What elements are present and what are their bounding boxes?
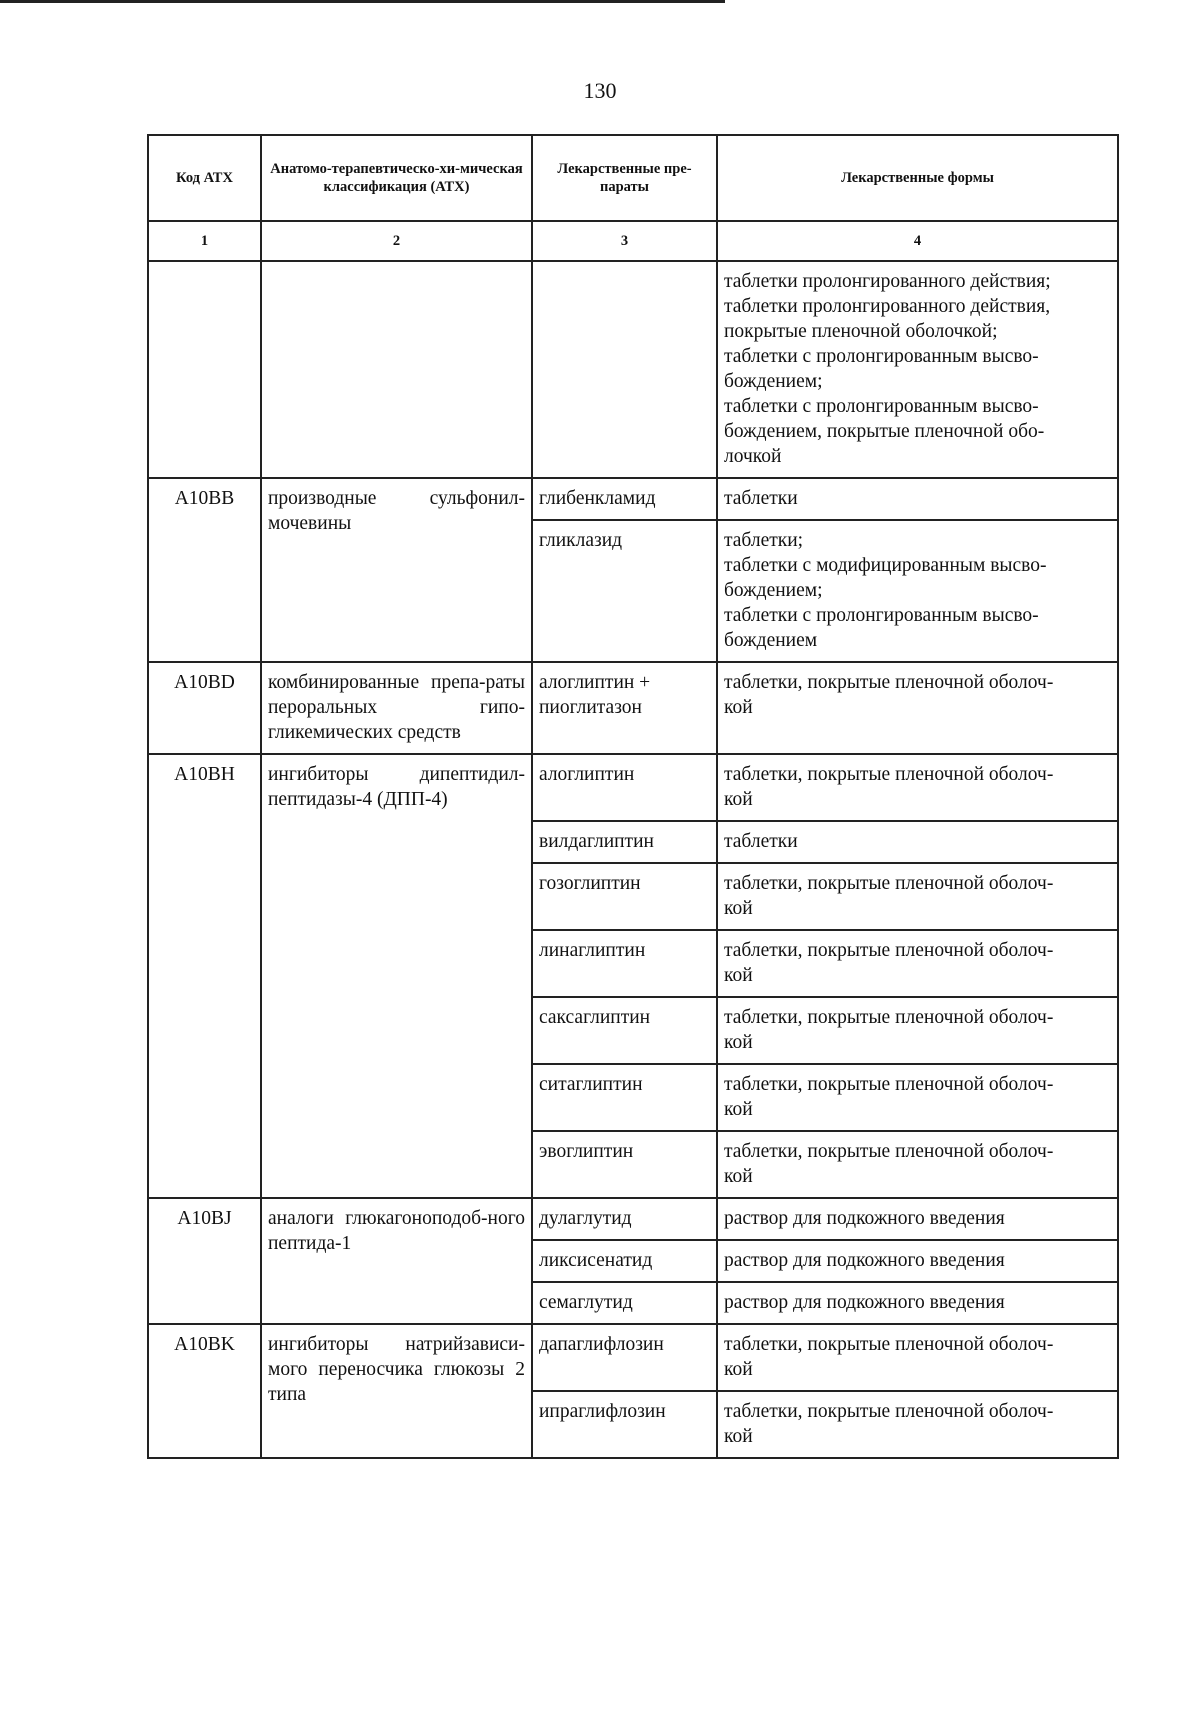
header-code: Код АТХ [148, 135, 261, 221]
classification-cell: ингибиторы натрийзависи-мого переносчика глюкозы 2 типа [261, 1324, 532, 1458]
drug-form-line: бождением; [724, 371, 823, 392]
drug-forms-cell [717, 1064, 1118, 1131]
drug-forms-cell [717, 863, 1118, 930]
drug-forms-cell [717, 478, 1118, 520]
drug-form-line: таблетки пролонгированного действия; [724, 271, 1051, 292]
page-top-rule [0, 0, 725, 3]
atx-code-cell [148, 261, 261, 478]
drug-form-line: таблетки с пролонгированным высво- [724, 396, 1039, 417]
drug-form-line: бождением [724, 630, 818, 651]
classification-cell: аналоги глюкагоноподоб-ного пептида-1 [261, 1198, 532, 1324]
drug-name-cell: гликлазид [532, 520, 717, 662]
drug-forms-cell [717, 261, 1118, 478]
drug-name-cell: семаглутид [532, 1282, 717, 1324]
drug-forms-cell [717, 1324, 1118, 1391]
column-number: 3 [532, 221, 717, 261]
drug-name-cell: дапаглифлозин [532, 1324, 717, 1391]
classification-cell [261, 261, 532, 478]
page-number: 130 [583, 78, 617, 103]
drug-forms-cell [717, 821, 1118, 863]
column-number: 1 [148, 221, 261, 261]
drug-form-line: кой [724, 1166, 753, 1187]
drug-forms-cell [717, 930, 1118, 997]
drug-form-line: таблетки, покрытые пленочной оболоч- [724, 764, 1054, 785]
table-row [148, 478, 1118, 520]
drug-form-line: таблетки пролонгированного действия, [724, 296, 1051, 317]
drug-form-line: таблетки [724, 488, 798, 509]
drug-forms-cell [717, 754, 1118, 821]
drug-form-line: таблетки, покрытые пленочной оболоч- [724, 940, 1054, 961]
drug-form-line: раствор для подкожного введения [724, 1292, 1005, 1313]
drug-name-cell: вилдаглиптин [532, 821, 717, 863]
column-number: 2 [261, 221, 532, 261]
drug-forms-cell [717, 1240, 1118, 1282]
continuation-row [148, 261, 1118, 478]
drug-forms-cell [717, 1282, 1118, 1324]
drug-name-cell: ситаглиптин [532, 1064, 717, 1131]
table-row [148, 1324, 1118, 1391]
drug-form-line: бождением, покрытые пленочной обо- [724, 421, 1045, 442]
drug-form-line: кой [724, 1359, 753, 1380]
classification-cell: производные сульфонил-мочевины [261, 478, 532, 662]
drug-form-line: таблетки с модифицированным высво- [724, 555, 1047, 576]
drug-form-line: раствор для подкожного введения [724, 1250, 1005, 1271]
drug-form-line: таблетки с пролонгированным высво- [724, 605, 1039, 626]
drug-form-line: кой [724, 697, 753, 718]
drug-form-line: таблетки, покрытые пленочной оболоч- [724, 1074, 1054, 1095]
drug-name-cell: алоглиптин + пиоглитазон [532, 662, 717, 754]
drug-form-line: таблетки, покрытые пленочной оболоч- [724, 672, 1054, 693]
classification-cell: комбинированные препа-раты пероральных гипо-гликемических средств [261, 662, 532, 754]
drug-form-line: кой [724, 789, 753, 810]
drug-name-cell: саксаглиптин [532, 997, 717, 1064]
drug-form-line: таблетки с пролонгированным высво- [724, 346, 1039, 367]
drug-name-cell: линаглиптин [532, 930, 717, 997]
column-number-row [148, 221, 1118, 261]
table-row [148, 754, 1118, 821]
atx-code-cell: A10BH [148, 754, 261, 1198]
drug-form-line: покрытые пленочной оболочкой; [724, 321, 998, 342]
table-row [148, 1198, 1118, 1240]
drug-form-line: таблетки; [724, 530, 804, 551]
atx-code-cell: A10BB [148, 478, 261, 662]
atx-code-cell: A10BK [148, 1324, 261, 1458]
header-row [148, 135, 1118, 221]
drug-name-cell: гозоглиптин [532, 863, 717, 930]
drug-name-cell: ликсисенатид [532, 1240, 717, 1282]
drug-name-cell: ипраглифлозин [532, 1391, 717, 1458]
table-row [148, 662, 1118, 754]
drug-form-line: таблетки, покрытые пленочной оболоч- [724, 1401, 1054, 1422]
drug-forms-cell [717, 997, 1118, 1064]
drug-forms-cell [717, 662, 1118, 754]
drug-form-line: бождением; [724, 580, 823, 601]
drug-form-line: раствор для подкожного введения [724, 1208, 1005, 1229]
drug-form-line: таблетки, покрытые пленочной оболоч- [724, 1334, 1054, 1355]
drug-form-line: таблетки, покрытые пленочной оболоч- [724, 1141, 1054, 1162]
drug-form-line: кой [724, 1099, 753, 1120]
drug-form-line: лочкой [724, 446, 782, 467]
drug-form-line: таблетки, покрытые пленочной оболоч- [724, 1007, 1054, 1028]
drug-form-line: кой [724, 898, 753, 919]
atx-table [147, 134, 1119, 1459]
drug-name-cell: дулаглутид [532, 1198, 717, 1240]
drug-forms-cell [717, 1198, 1118, 1240]
drug-form-line: кой [724, 1032, 753, 1053]
column-number: 4 [717, 221, 1118, 261]
drug-form-line: таблетки, покрытые пленочной оболоч- [724, 873, 1054, 894]
atx-code-cell: A10BD [148, 662, 261, 754]
drug-form-line: таблетки [724, 831, 798, 852]
drug-name-cell [532, 261, 717, 478]
drug-forms-cell [717, 520, 1118, 662]
drug-form-line: кой [724, 965, 753, 986]
header-forms: Лекарственные формы [717, 135, 1118, 221]
header-classification: Анатомо-терапевтическо-хи-мическая классификация (АТХ) [261, 135, 532, 221]
drug-form-line: кой [724, 1426, 753, 1447]
drug-forms-cell [717, 1391, 1118, 1458]
drug-name-cell: глибенкламид [532, 478, 717, 520]
drug-name-cell: эвоглиптин [532, 1131, 717, 1198]
header-drugs: Лекарственные пре-параты [532, 135, 717, 221]
classification-cell: ингибиторы дипептидил-пептидазы-4 (ДПП-4) [261, 754, 532, 1198]
drug-name-cell: алоглиптин [532, 754, 717, 821]
atx-code-cell: A10BJ [148, 1198, 261, 1324]
drug-forms-cell [717, 1131, 1118, 1198]
